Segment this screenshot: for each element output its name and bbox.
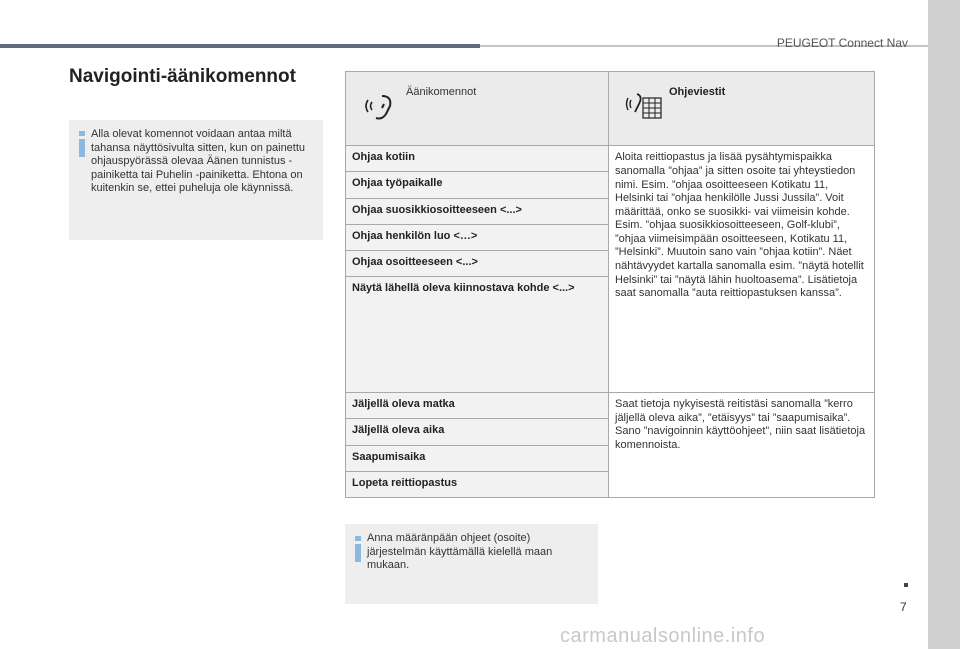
table-header-help (609, 72, 875, 146)
watermark: carmanualsonline.info (560, 625, 766, 647)
command-cell: Ohjaa henkilön luo <…> (346, 224, 609, 250)
command-cell: Ohjaa kotiin (346, 146, 609, 172)
command-cell: Näytä lähellä oleva kiinnostava kohde <...> (346, 277, 609, 393)
header-rule-dark (0, 44, 480, 48)
table-row (346, 393, 875, 419)
table-row (346, 146, 875, 172)
product-name: PEUGEOT Connect Nav (776, 36, 908, 50)
command-cell: Ohjaa työpaikalle (346, 172, 609, 198)
command-cell: Ohjaa osoitteeseen <...> (346, 250, 609, 276)
command-cell: Lopeta reittiopastus (346, 471, 609, 497)
column-header-commands: Äänikomennot (406, 86, 477, 98)
page-marker (904, 583, 908, 587)
info-text: Alla olevat komennot voidaan antaa miltä tahansa näyttösivulta sitten, kun on painettu ohjauspyörässä olevaa Äänen tunnistus -painiketta tai Puhelin -painiketta. Ehtona on kuitenkin se, ettei puheluja ole käynnissä. (91, 128, 306, 195)
command-cell: Saapumisaika (346, 445, 609, 471)
help-text-route: Aloita reittiopastus ja lisää pysähtymispaikka sanomalla ”ohjaa” ja sitten osoite tai yhteystiedon nimi. Esim. ”ohjaa osoitteeseen Kotikatu 11, Helsinki tai ”ohjaa henkilölle Jussi Jussila”. Voit määrittää, onko se suosikki- vai viimeisin kohde. Esim. ”ohjaa suosikkiosoitteeseen, Golf-klubi”, ”ohjaa viimeisimpään osoitteeseen, Kotikatu 11, ”Helsinki”. Muutoin sano vain ”ohjaa kotiin”. Näet nähtävyydet kartalla sanomalla esim. ”näytä hotellit Helsinki” tai ”näytä lähin huoltoasema”. Lisätietoja saat sanomalla ”auta reittiopastuksen kanssa”. (609, 146, 875, 393)
voice-command-table (345, 71, 875, 498)
info-icon (79, 131, 85, 157)
table-header-row (346, 72, 875, 146)
page-side-strip (928, 0, 960, 649)
info-box-top (69, 120, 323, 240)
voice-help-icon (625, 90, 665, 122)
page-number: 7 (900, 600, 907, 614)
command-cell: Ohjaa suosikkiosoitteeseen <...> (346, 198, 609, 224)
command-cell: Jäljellä oleva aika (346, 419, 609, 445)
column-header-help: Ohjeviestit (669, 86, 726, 98)
command-cell: Jäljellä oleva matka (346, 393, 609, 419)
info-box-bottom (345, 524, 598, 604)
info-text: Anna määränpään ohjeet (osoite) järjestelmän käyttämällä kielellä maan mukaan. (367, 532, 553, 572)
help-text-trip: Saat tietoja nykyisestä reitistäsi sanomalla ”kerro jäljellä oleva aika”, ”etäisyys” tai ”saapumisaika”. Sano ”navigoinnin käyttöohjeet”, niin saat lisätietoja komennoista. (609, 393, 875, 498)
table-header-commands (346, 72, 609, 146)
info-icon (355, 536, 361, 562)
voice-command-icon (362, 90, 402, 122)
page-title: Navigointi-äänikomennot (69, 66, 296, 87)
